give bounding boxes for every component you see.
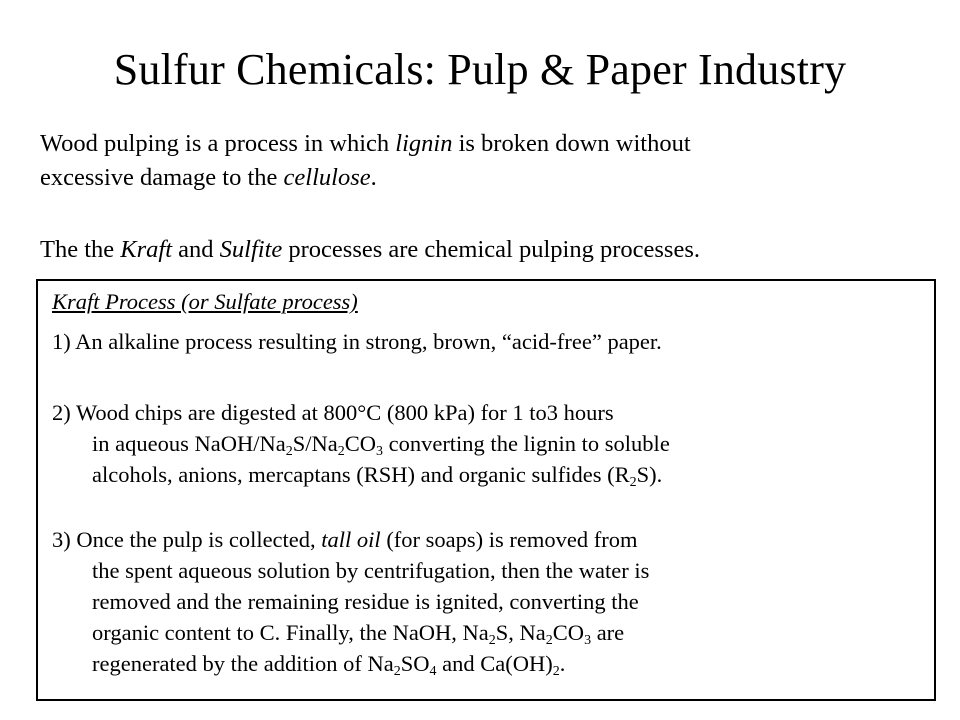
sulfite-term: Sulfite [219,236,283,263]
text: . [559,651,566,676]
intro-1-line-1 [40,127,920,161]
point-3-line-2: the spent aqueous solution by centrifugation, then the water is [92,558,650,583]
text: regenerated by the addition of Na [92,651,394,676]
text: S/Na [292,431,338,456]
text: organic content to C. Finally, the NaOH, Na [92,620,489,645]
text: The the [40,236,121,263]
text: Wood pulping is a process in which [40,130,396,157]
point-1-line: 1) An alkaline process resulting in strong, brown, “acid-free” paper. [52,329,662,354]
text: (for soaps) is removed from [380,527,638,552]
text: is broken down without [452,130,691,157]
slide-title: Sulfur Chemicals: Pulp & Paper Industry [113,45,847,94]
point-2-line-1: 2) Wood chips are digested at 800°C (800 kPa) for 1 to3 hours [52,400,614,425]
intro-1-line-2 [40,161,920,195]
cellulose-term: cellulose [283,164,371,191]
point-2-line-3 [52,459,932,490]
kraft-process-box [36,279,936,701]
point-3-line-4 [52,617,932,648]
subscript: 2 [285,444,293,459]
subscript: 2 [545,633,553,648]
text: S, Na [495,620,546,645]
text: 3) Once the pulp is collected, [52,527,322,552]
subscript: 2 [629,475,637,490]
text: S). [636,462,663,487]
subscript: 4 [429,664,437,679]
point-3-line-3: removed and the remaining residue is ignited, converting the [92,589,639,614]
text: CO [344,431,376,456]
text: are [591,620,625,645]
kraft-process-heading: Kraft Process (or Sulfate process) [52,289,358,314]
text: converting the lignin to soluble [382,431,670,456]
point-3-line-5 [52,648,932,679]
text: and Ca(OH) [436,651,553,676]
subscript: 3 [584,633,592,648]
intro-paragraph-1 [40,127,920,195]
kraft-point-1 [52,326,932,357]
text: in aqueous NaOH/Na [92,431,286,456]
subscript: 2 [337,444,345,459]
text: CO [552,620,585,645]
point-3-line-1 [52,524,932,555]
kraft-term: Kraft [120,236,173,263]
text: and [172,236,220,263]
subscript: 2 [393,664,401,679]
lignin-term: lignin [395,130,453,157]
text: . [370,164,377,191]
text: alcohols, anions, mercaptans (RSH) and organic sulfides (R [92,462,630,487]
subscript: 2 [488,633,496,648]
text: SO [400,651,430,676]
subscript: 2 [552,664,560,679]
subscript: 3 [375,444,383,459]
intro-2-line-1 [40,233,920,267]
tall-oil-term: tall oil [321,527,381,552]
point-2-line-2 [52,428,932,459]
intro-paragraph-2 [40,233,920,267]
text: processes are chemical pulping processes. [282,236,700,263]
text: excessive damage to the [40,164,284,191]
kraft-point-3 [52,524,932,679]
kraft-point-2 [52,397,932,490]
